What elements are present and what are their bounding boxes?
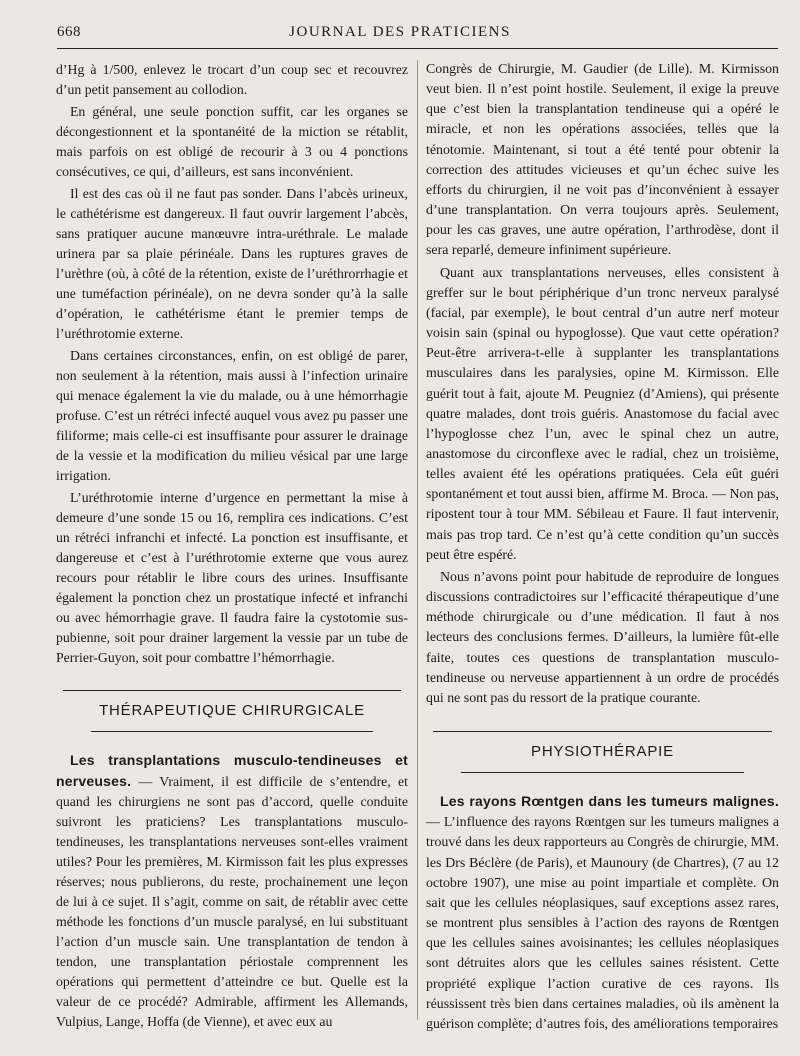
paragraph: Nous n’avons point pour habitude de reproduire de longues discussions contradictoires sur l’efficacité thérapeutique d’une méthode chirurgicale ou d’une médication. Il faut à nos lecteurs des conclusions fermes. D’ailleurs, la lumière fût-elle faite, toutes ces questions de transplantation musculo-tendineuse ou nerveuse appartiennent à un ordre de procédés qui ne sont pas du ressort de la pratique courante. — [426, 569, 779, 706]
paragraph: En général, une seule ponction suffit, car les organes se décongestionnent et la spontanéité de la miction se rétablit, mais parfois on est obligé de recourir à 3 ou 4 ponctions consécutives, ce qui, d’ailleurs, est sans inconvénient. — [56, 104, 408, 179]
paragraph: L’uréthrotomie interne d’urgence en permettant la mise à demeure d’une sonde 15 ou 16, remplira ces indications. C’est un rétréci infranchi et infecté. La ponction est insuffisante, et dangereuse et c’est à l’uréthrotomie externe que vous aurez recours pour rétablir le libre cours des urines. Insuffisante également la ponction chez un prostatique infecté et infranchi ou avec hémorrhagie grave. Il faudra faire la cystotomie sus-pubienne, soit pour drainer largement la vessie par un tube de Perrier-Guyon, soit pour combattre l’hémorrhagie. — [56, 490, 408, 665]
column-divider — [417, 60, 418, 1020]
section-rule — [433, 731, 772, 732]
article-title: Les transplantations musculo-tendineuses et nerveuses. — [56, 752, 408, 789]
paragraph: Il est des cas où il ne faut pas sonder. Dans l’abcès urineux, le cathétérisme est dangereux. Il faut ouvrir largement l’abcès, sans pratiquer aucune manœuvre intra-uréthrale. Le malade urinera par sa plaie périnéale. Dans les ruptures graves de l’urèthre (où, à côté de la rétention, existe de l’uréthrorrhagie et une tuméfaction périnéale), on ne devra sonder qu’à la salle d’opération, le cathétérisme étant le premier temps de l’uréthrotomie externe. — [56, 186, 408, 341]
page-header — [0, 0, 800, 50]
paragraph: Congrès de Chirurgie, M. Gaudier (de Lille). M. Kirmisson veut bien. Il n’est point hostile. Seulement, il exige la preuve que c’est bien la transplantation tendineuse qui a opéré le miracle, et non les opérations associées, telles que la ténotomie. Maintenant, si tout a été tenté pour obtenir la correction des attitudes vicieuses et qu’un échec suive les efforts du chirurgien, il ne voit pas d’inconvénient à essayer d’une transplantation. On verra toujours après. Seulement, pour les cas graves, une autre opération, l’arthrodèse, dont il sera reparlé, demeure infiniment supérieure. — [426, 62, 779, 259]
article-paragraph — [426, 791, 779, 1035]
journal-title: JOURNAL DES PRATICIENS — [289, 24, 511, 40]
section-heading-block — [56, 690, 408, 732]
right-column — [426, 60, 779, 1037]
article-paragraph — [56, 750, 408, 1032]
page-number: 668 — [57, 24, 81, 40]
section-rule — [91, 731, 373, 732]
section-rule — [461, 772, 743, 773]
paragraph: Dans certaines circonstances, enfin, on est obligé de parer, non seulement à la rétention, mais aussi à l’infection urinaire qui menace également la vie du malade, ou à une hémorrhagie profuse. C’est un rétréci infecté auquel vous avez pu passer une filiforme; mais celle-ci est insuffisante pour assurer le drainage de la vessie et la modification du milieu vésical par une large irrigation. — [56, 348, 408, 483]
section-heading-block — [426, 731, 779, 773]
article-title: Les rayons Rœntgen dans les tumeurs malignes. — [440, 793, 779, 810]
paragraph: d’Hg à 1/500, enlevez le trocart d’un coup sec et recouvrez d’un petit pansement au collodion. — [56, 62, 408, 97]
header-rule — [57, 48, 778, 49]
section-heading: PHYSIOTHÉRAPIE — [531, 743, 674, 760]
article-text: — Vraiment, il est difficile de s’entendre, et quand les chirurgiens ne sont pas d’accord, quelle conduite suivront les praticiens? Les transplantations musculo-tendineuses, les transplantations nerveuses sont-elles vraiment utiles? Pour les premières, M. Kirmisson fait les plus expresses réserves; nous publierons, du reste, prochainement une leçon de lui à ce sujet. Il s’agit, comme on sait, de rétablir avec cette méthode les fonctions d’un muscle paralysé, en lui substituant l’action d’un muscle sain. Une transplantation de tendon à tendon, une transplantation périostale comprennent les opérations qui permettent d’atteindre ce but. Quelle est la valeur de ce procédé? Admirable, affirment les Allemands, Vulpius, Lange, Hoffa (de Vienne), et avec eux au — [56, 774, 408, 1029]
section-heading: THÉRAPEUTIQUE CHIRURGICALE — [99, 702, 365, 719]
left-column — [56, 60, 408, 1034]
article-text: — L’influence des rayons Rœntgen sur les tumeurs malignes a trouvé dans les deux rapporteurs au Congrès de chirurgie, MM. les Drs Béclère (de Paris), et Maunoury (de Chartres), (7 au 12 octobre 1907), une mise au point impartiale et complète. On sait que les cellules néoplasiques, sauf exceptions assez rares, se montrent plus sensibles à l’action des rayons de Rœntgen que les cellules saines avoisinantes; les cellules néoplasiques sont détruites alors que les cellules saines résistent. Cette propriété explique l’action curative de ces rayons. Ils réussissent très bien dans certaines maladies, où ils amènent la guérison complète; d’autres fois, des améliorations temporaires — [426, 815, 779, 1032]
section-rule — [63, 690, 401, 691]
paragraph: Quant aux transplantations nerveuses, elles consistent à greffer sur le bout périphérique d’un tronc nerveux paralysé (facial, par exemple), le bout central d’un autre nerf moteur voisin sain (spinal ou hypoglosse). Que vaut cette opération? Peut-être arrivera-t-elle à supplanter les transplantations musculaires dans les paralysies, opine M. Kirmisson. Elle guérit tout à fait, ajoute M. Peugniez (d’Amiens), qui présente quatre malades, dont trois guéris. Anastomose du facial avec l’hypoglosse chez l’un, avec le spinal chez un autre, anastomose du circonflexe avec le radial, chez un troisième, telles avaient été les opérations pratiquées. Cela eût guéri spontanément et tout aussi bien, affirme M. Broca. — Non pas, ripostent tour à tour MM. Sébileau et Faure. Il faut intervenir, mais pas trop tard. Ce n’est qu’à cette condition qu’un succès peut être espéré. — [426, 265, 779, 563]
